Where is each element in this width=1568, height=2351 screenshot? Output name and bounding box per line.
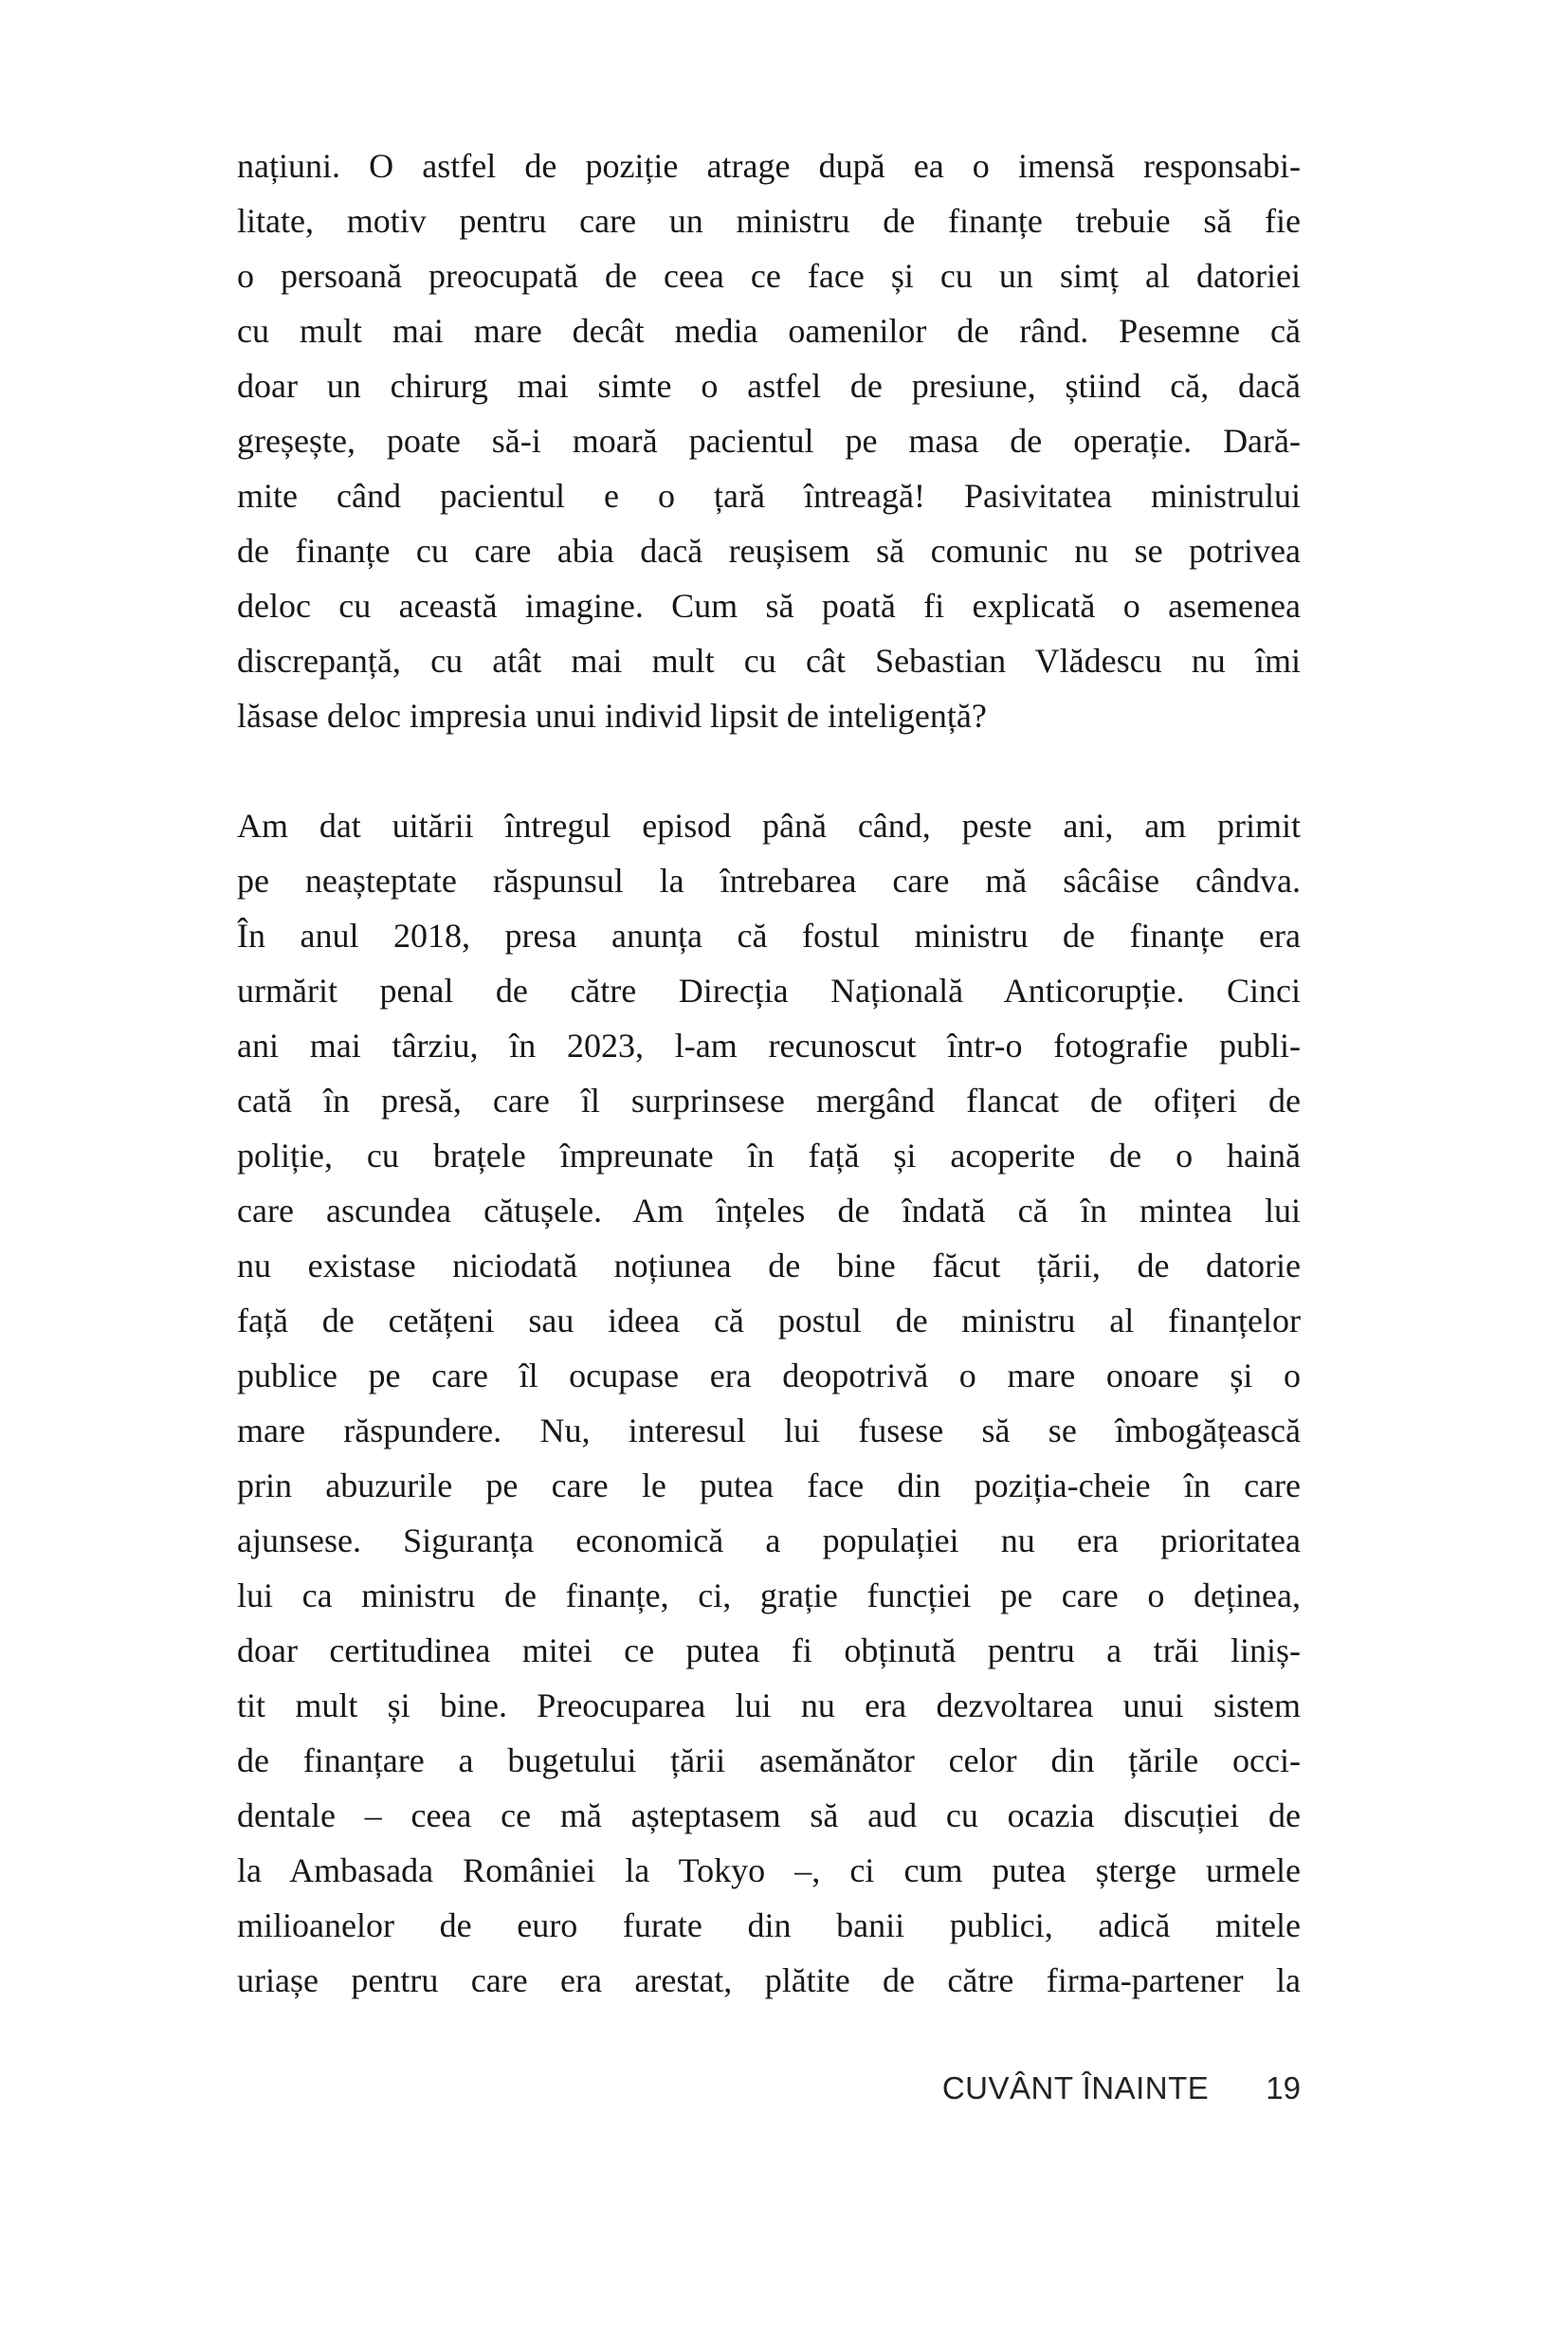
text-line: o persoană preocupată de ceea ce face și cu un simț al datoriei [237, 257, 1301, 295]
text-line: la Ambasada României la Tokyo –, ci cum putea șterge urmele [237, 1851, 1301, 1889]
paragraph [237, 138, 1301, 743]
text-line: urmărit penal de către Direcția Națională Anticorupție. Cinci [237, 972, 1301, 1010]
text-line: lăsase deloc impresia unui individ lipsit de inteligență? [237, 697, 987, 735]
text-line: care ascundea cătușele. Am înțeles de îndată că în mintea lui [237, 1192, 1301, 1230]
text-line: pe neașteptate răspunsul la întrebarea care mă sâcâise cândva. [237, 862, 1301, 900]
text-line: publice pe care îl ocupase era deopotrivă o mare onoare și o [237, 1357, 1301, 1394]
text-line: cu mult mai mare decât media oamenilor de rând. Pesemne că [237, 312, 1301, 350]
text-line: de finanțare a bugetului țării asemănător celor din țările occi- [237, 1741, 1301, 1779]
text-line: litate, motiv pentru care un ministru de finanțe trebuie să fie [237, 202, 1301, 240]
text-line: lui ca ministru de finanțe, ci, grație funcției pe care o deținea, [237, 1576, 1301, 1614]
text-line: poliție, cu brațele împreunate în față și acoperite de o haină [237, 1137, 1301, 1175]
text-line: nu existase niciodată noțiunea de bine făcut țării, de datorie [237, 1247, 1301, 1285]
text-line: de finanțe cu care abia dacă reușisem să comunic nu se potrivea [237, 532, 1301, 570]
text-line: mite când pacientul e o țară întreagă! Pasivitatea ministrului [237, 477, 1301, 515]
text-line: tit mult și bine. Preocuparea lui nu era dezvoltarea unui sistem [237, 1686, 1301, 1724]
text-line: Am dat uitării întregul episod până când, peste ani, am primit [237, 807, 1301, 845]
page-footer [942, 2069, 1301, 2107]
text-line: milioanelor de euro furate din banii publici, adică mitele [237, 1906, 1301, 1944]
running-header-section: CUVÂNT ÎNAINTE [941, 2070, 1210, 2105]
text-line: dentale – ceea ce mă așteptasem să aud cu ocazia discuției de [237, 1796, 1301, 1834]
text-line: În anul 2018, presa anunța că fostul ministru de finanțe era [237, 917, 1301, 955]
text-line: ajunsese. Siguranța economică a populației nu era prioritatea [237, 1522, 1301, 1559]
text-line: doar certitudinea mitei ce putea fi obținută pentru a trăi liniș- [237, 1631, 1301, 1669]
paragraph [237, 798, 1301, 2008]
text-line: mare răspundere. Nu, interesul lui fusese să se îmbogățească [237, 1412, 1301, 1449]
text-block [237, 138, 1301, 2008]
text-line: cată în presă, care îl surprinsese mergând flancat de ofițeri de [237, 1082, 1301, 1120]
page-number: 19 [1266, 2070, 1301, 2105]
text-line: greșește, poate să-i moară pacientul pe masa de operație. Dară- [237, 422, 1301, 460]
text-line: uriașe pentru care era arestat, plătite de către firma-partener la [237, 1961, 1301, 1999]
text-line: doar un chirurg mai simte o astfel de presiune, știind că, dacă [237, 367, 1301, 405]
text-line: prin abuzurile pe care le putea face din poziția-cheie în care [237, 1467, 1301, 1504]
text-line: deloc cu această imagine. Cum să poată fi explicată o asemenea [237, 587, 1301, 625]
text-line: discrepanță, cu atât mai mult cu cât Sebastian Vlădescu nu îmi [237, 642, 1301, 680]
text-line: ani mai târziu, în 2023, l-am recunoscut într-o fotografie publi- [237, 1027, 1301, 1065]
text-line: națiuni. O astfel de poziție atrage după ea o imensă responsabi- [237, 147, 1301, 185]
text-line: față de cetățeni sau ideea că postul de ministru al finanțelor [237, 1302, 1301, 1340]
